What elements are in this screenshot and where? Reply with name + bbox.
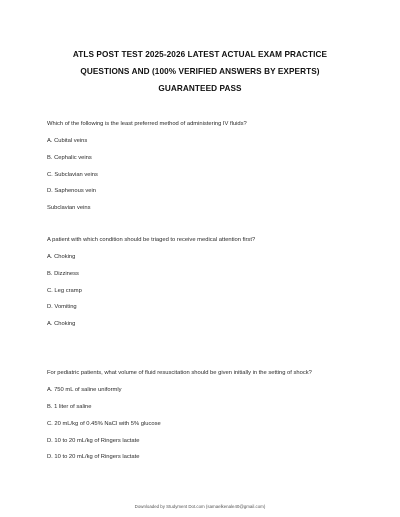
question-2-option-a: A. Choking <box>47 254 76 260</box>
question-3-answer: D. 10 to 20 mL/kg of Ringers lactate <box>47 454 140 460</box>
question-2-option-c: C. Leg cramp <box>47 288 82 294</box>
question-2-option-d: D. Vomiting <box>47 304 77 310</box>
question-1-option-d: D. Saphenous vein <box>47 188 96 194</box>
question-1-answer: Subclavian veins <box>47 205 91 211</box>
document-title-line-1: ATLS POST TEST 2025-2026 LATEST ACTUAL EXAM PRACTICE <box>72 50 328 59</box>
question-3-option-b: B. 1 liter of saline <box>47 404 92 410</box>
question-3-text: For pediatric patients, what volume of fluid resuscitation should be given initially in the setting of shock? <box>47 370 312 376</box>
question-2-answer: A. Choking <box>47 321 76 327</box>
question-3-option-c: C. 20 mL/kg of 0.45% NaCl with 5% glucose <box>47 421 161 427</box>
question-1-option-a: A. Cubital veins <box>47 138 88 144</box>
question-2-option-b: B. Dizziness <box>47 271 79 277</box>
question-3-option-a: A. 750 mL of saline uniformly <box>47 387 122 393</box>
question-1-text: Which of the following is the least preferred method of administering IV fluids? <box>47 121 247 127</box>
document-title-line-3: GUARANTEED PASS <box>158 84 242 93</box>
question-3-option-d: D. 10 to 20 mL/kg of Ringers lactate <box>47 438 140 444</box>
question-2-text: A patient with which condition should be triaged to receive medical attention first? <box>47 237 256 243</box>
document-title-line-2: QUESTIONS AND (100% VERIFIED ANSWERS BY EXPERTS) <box>80 67 320 76</box>
download-footer: Downloaded by Studyment Dot.com (samaelkenale40@gmail.com) <box>134 504 266 509</box>
question-1-option-c: C. Subclavian veins <box>47 172 98 178</box>
question-1-option-b: B. Cephalic veins <box>47 155 92 161</box>
